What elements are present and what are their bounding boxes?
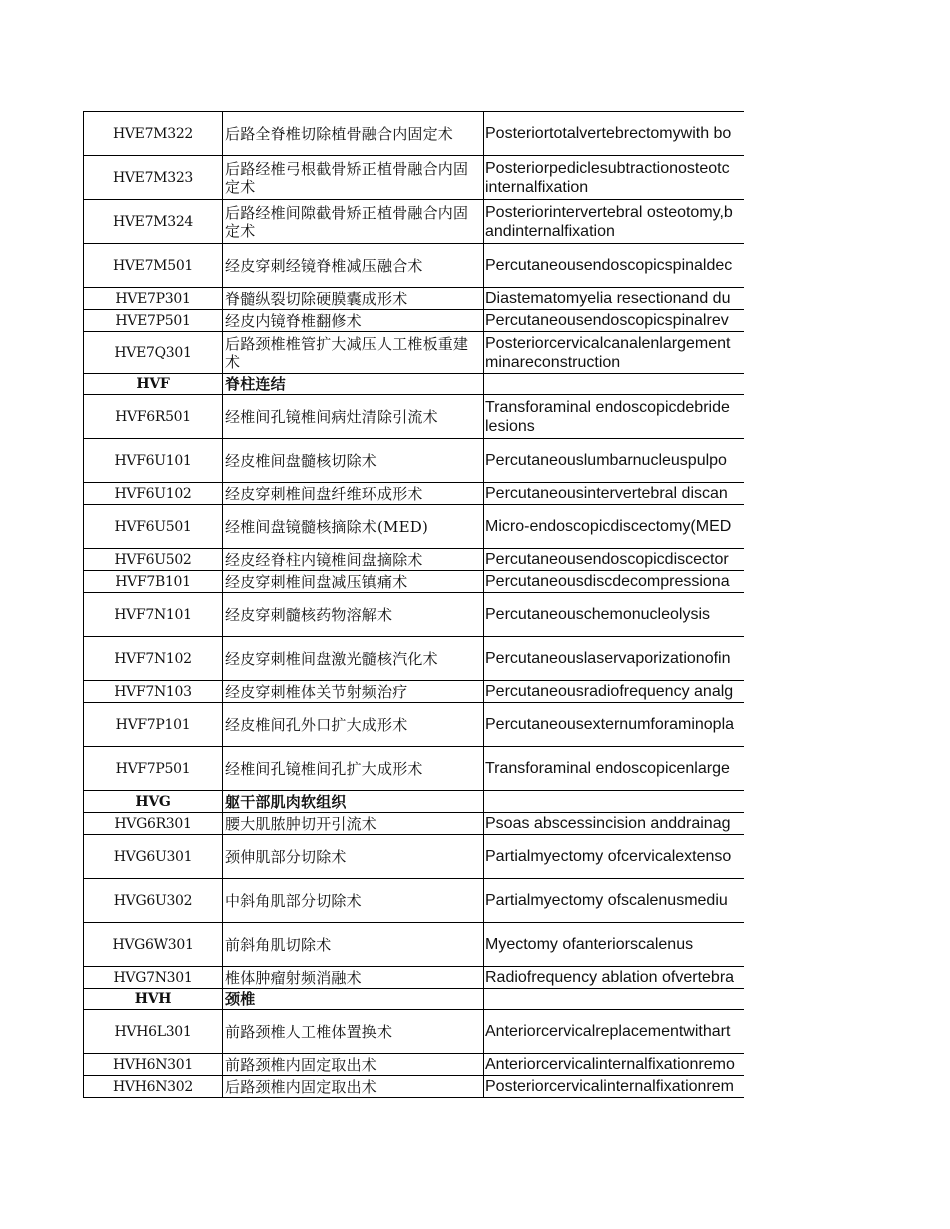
procedure-code: HVG6U301 [84,835,223,879]
procedure-name-english [484,374,745,395]
procedure-name-english [484,593,745,637]
procedure-name-english [484,571,745,593]
table-row [84,244,745,288]
procedure-code: HVF7B101 [84,571,223,593]
procedure-name-chinese: 后路颈椎内固定取出术 [223,1076,484,1098]
procedure-name-english [484,791,745,813]
procedure-name-english [484,288,745,310]
procedure-name-chinese: 经皮穿刺椎间盘激光髓核汽化术 [223,637,484,681]
procedure-code: HVH6L301 [84,1010,223,1054]
table-row [84,813,745,835]
procedure-name-english [484,395,745,439]
english-line: Posteriorcervicalcanalenlargement [485,334,731,352]
procedure-name-english [484,1076,745,1098]
table-row [84,200,745,244]
procedure-name-chinese: 前路颈椎内固定取出术 [223,1054,484,1076]
table-row [84,332,745,374]
table-row [84,439,745,483]
english-line: Percutaneouslumbarnucleuspulpo [485,452,727,469]
procedure-code: HVE7P501 [84,310,223,332]
procedure-name-english [484,813,745,835]
procedure-name-english [484,156,745,200]
category-name: 躯干部肌肉软组织 [223,791,484,813]
table-row [84,923,745,967]
procedure-name-english [484,112,745,156]
procedure-code: HVH6N302 [84,1076,223,1098]
table-row [84,505,745,549]
table-body [84,112,745,1098]
procedure-code: HVE7M322 [84,112,223,156]
procedure-name-chinese: 颈伸肌部分切除术 [223,835,484,879]
table-row [84,747,745,791]
procedure-name-chinese: 经皮内镜脊椎翻修术 [223,310,484,332]
procedure-name-chinese: 经皮穿刺椎体关节射频治疗 [223,681,484,703]
procedure-name-chinese: 后路颈椎椎管扩大减压人工椎板重建术 [223,332,484,374]
english-line: Posteriortotalvertebrectomywith bo [485,125,732,142]
procedure-name-english [484,967,745,989]
procedure-code: HVG7N301 [84,967,223,989]
english-line: Percutaneousradiofrequency analg [485,683,734,700]
table-row [84,483,745,505]
procedure-name-chinese: 经皮穿刺髓核药物溶解术 [223,593,484,637]
procedure-code: HVG6U302 [84,879,223,923]
english-line: Transforaminal endoscopicdebride [485,398,730,416]
procedure-name-chinese: 前斜角肌切除术 [223,923,484,967]
procedure-name-chinese: 经椎间孔镜椎间病灶清除引流术 [223,395,484,439]
english-line: lesions [485,417,535,435]
procedure-code: HVE7M501 [84,244,223,288]
procedure-name-chinese: 经椎间孔镜椎间孔扩大成形术 [223,747,484,791]
procedure-name-english [484,747,745,791]
procedure-name-chinese: 经皮穿刺椎间盘纤维环成形术 [223,483,484,505]
procedure-code: HVE7M324 [84,200,223,244]
procedure-code: HVE7P301 [84,288,223,310]
english-line: Percutaneousintervertebral discan [485,485,728,502]
english-line: Anteriorcervicalreplacementwithart [485,1023,731,1040]
procedure-name-chinese: 经皮经脊柱内镜椎间盘摘除术 [223,549,484,571]
english-line: Percutaneousendoscopicdiscector [485,551,729,568]
procedure-name-chinese: 经椎间盘镜髓核摘除术(MED) [223,505,484,549]
english-line: Diastematomyelia resectionand du [485,290,731,307]
table-row [84,1076,745,1098]
english-line: internalfixation [485,178,589,196]
table-row [84,156,745,200]
category-code: HVG [84,791,223,813]
procedure-name-chinese: 经皮穿刺经镜脊椎减压融合术 [223,244,484,288]
english-line: Anteriorcervicalinternalfixationremo [485,1056,735,1073]
procedure-name-english [484,332,745,374]
procedure-name-chinese: 经皮椎间盘髓核切除术 [223,439,484,483]
category-name: 颈椎 [223,989,484,1010]
procedure-code: HVF7P501 [84,747,223,791]
procedure-name-english [484,244,745,288]
procedure-code: HVE7Q301 [84,332,223,374]
table-row [84,1054,745,1076]
english-line: Posteriorintervertebral osteotomy,b [485,203,733,221]
english-line: Percutaneouslaservaporizationofin [485,650,731,667]
procedure-name-english [484,835,745,879]
category-row [84,989,745,1010]
procedure-name-chinese: 经皮穿刺椎间盘减压镇痛术 [223,571,484,593]
procedure-name-chinese: 后路全脊椎切除植骨融合内固定术 [223,112,484,156]
procedure-code: HVF7P101 [84,703,223,747]
category-row [84,374,745,395]
english-line: andinternalfixation [485,222,615,240]
procedure-name-chinese: 后路经椎弓根截骨矫正植骨融合内固定术 [223,156,484,200]
procedure-name-english [484,989,745,1010]
procedure-name-english [484,923,745,967]
english-line: Transforaminal endoscopicenlarge [485,760,730,777]
english-line: Radiofrequency ablation ofvertebra [485,969,735,986]
english-line: Percutaneousendoscopicspinaldec [485,257,733,274]
table-row [84,703,745,747]
english-line: Percutaneousendoscopicspinalrev [485,312,729,329]
procedure-code: HVF7N102 [84,637,223,681]
table-row [84,593,745,637]
procedure-code: HVF6U101 [84,439,223,483]
procedure-code: HVF7N103 [84,681,223,703]
procedure-name-english [484,200,745,244]
procedure-name-english [484,703,745,747]
procedure-code: HVF6R501 [84,395,223,439]
table-row [84,681,745,703]
procedure-code: HVG6W301 [84,923,223,967]
procedure-code: HVG6R301 [84,813,223,835]
procedure-name-chinese: 后路经椎间隙截骨矫正植骨融合内固定术 [223,200,484,244]
table-row [84,571,745,593]
english-line: Partialmyectomy ofcervicalextenso [485,848,732,865]
procedure-code: HVH6N301 [84,1054,223,1076]
procedure-name-english [484,310,745,332]
english-line: Psoas abscessincision anddrainag [485,815,731,832]
procedure-name-english [484,505,745,549]
table-row [84,395,745,439]
procedure-name-english [484,637,745,681]
procedure-name-english [484,681,745,703]
procedure-name-chinese: 椎体肿瘤射频消融术 [223,967,484,989]
table-row [84,879,745,923]
category-name: 脊柱连结 [223,374,484,395]
table-row [84,112,745,156]
procedure-name-english [484,549,745,571]
table-row [84,967,745,989]
procedure-name-english [484,483,745,505]
procedure-code: HVF7N101 [84,593,223,637]
english-line: Posteriorcervicalinternalfixationrem [485,1078,734,1095]
english-line: Percutaneousdiscdecompressiona [485,573,730,590]
procedure-name-chinese: 中斜角肌部分切除术 [223,879,484,923]
procedure-name-english [484,1054,745,1076]
table-row [84,835,745,879]
procedure-code: HVE7M323 [84,156,223,200]
procedure-code: HVF6U502 [84,549,223,571]
english-line: Percutaneouschemonucleolysis [485,606,711,623]
procedure-name-chinese: 腰大肌脓肿切开引流术 [223,813,484,835]
english-line: Micro-endoscopicdiscectomy(MED [485,518,732,535]
procedure-code: HVF6U102 [84,483,223,505]
english-line: Percutaneousexternumforaminopla [485,716,735,733]
table-row [84,1010,745,1054]
table-row [84,310,745,332]
category-code: HVF [84,374,223,395]
english-line: Partialmyectomy ofscalenusmediu [485,892,728,909]
category-code: HVH [84,989,223,1010]
table-row [84,288,745,310]
procedure-code-table [83,111,744,1098]
procedure-name-english [484,879,745,923]
table-row [84,549,745,571]
procedure-name-english [484,1010,745,1054]
table-row [84,637,745,681]
procedure-code: HVF6U501 [84,505,223,549]
category-row [84,791,745,813]
procedure-name-chinese: 脊髓纵裂切除硬膜囊成形术 [223,288,484,310]
procedure-name-chinese: 前路颈椎人工椎体置换术 [223,1010,484,1054]
english-line: Myectomy ofanteriorscalenus [485,936,694,953]
procedure-name-english [484,439,745,483]
english-line: Posteriorpediclesubtractionosteotc [485,159,730,177]
procedure-name-chinese: 经皮椎间孔外口扩大成形术 [223,703,484,747]
english-line: minareconstruction [485,353,621,371]
